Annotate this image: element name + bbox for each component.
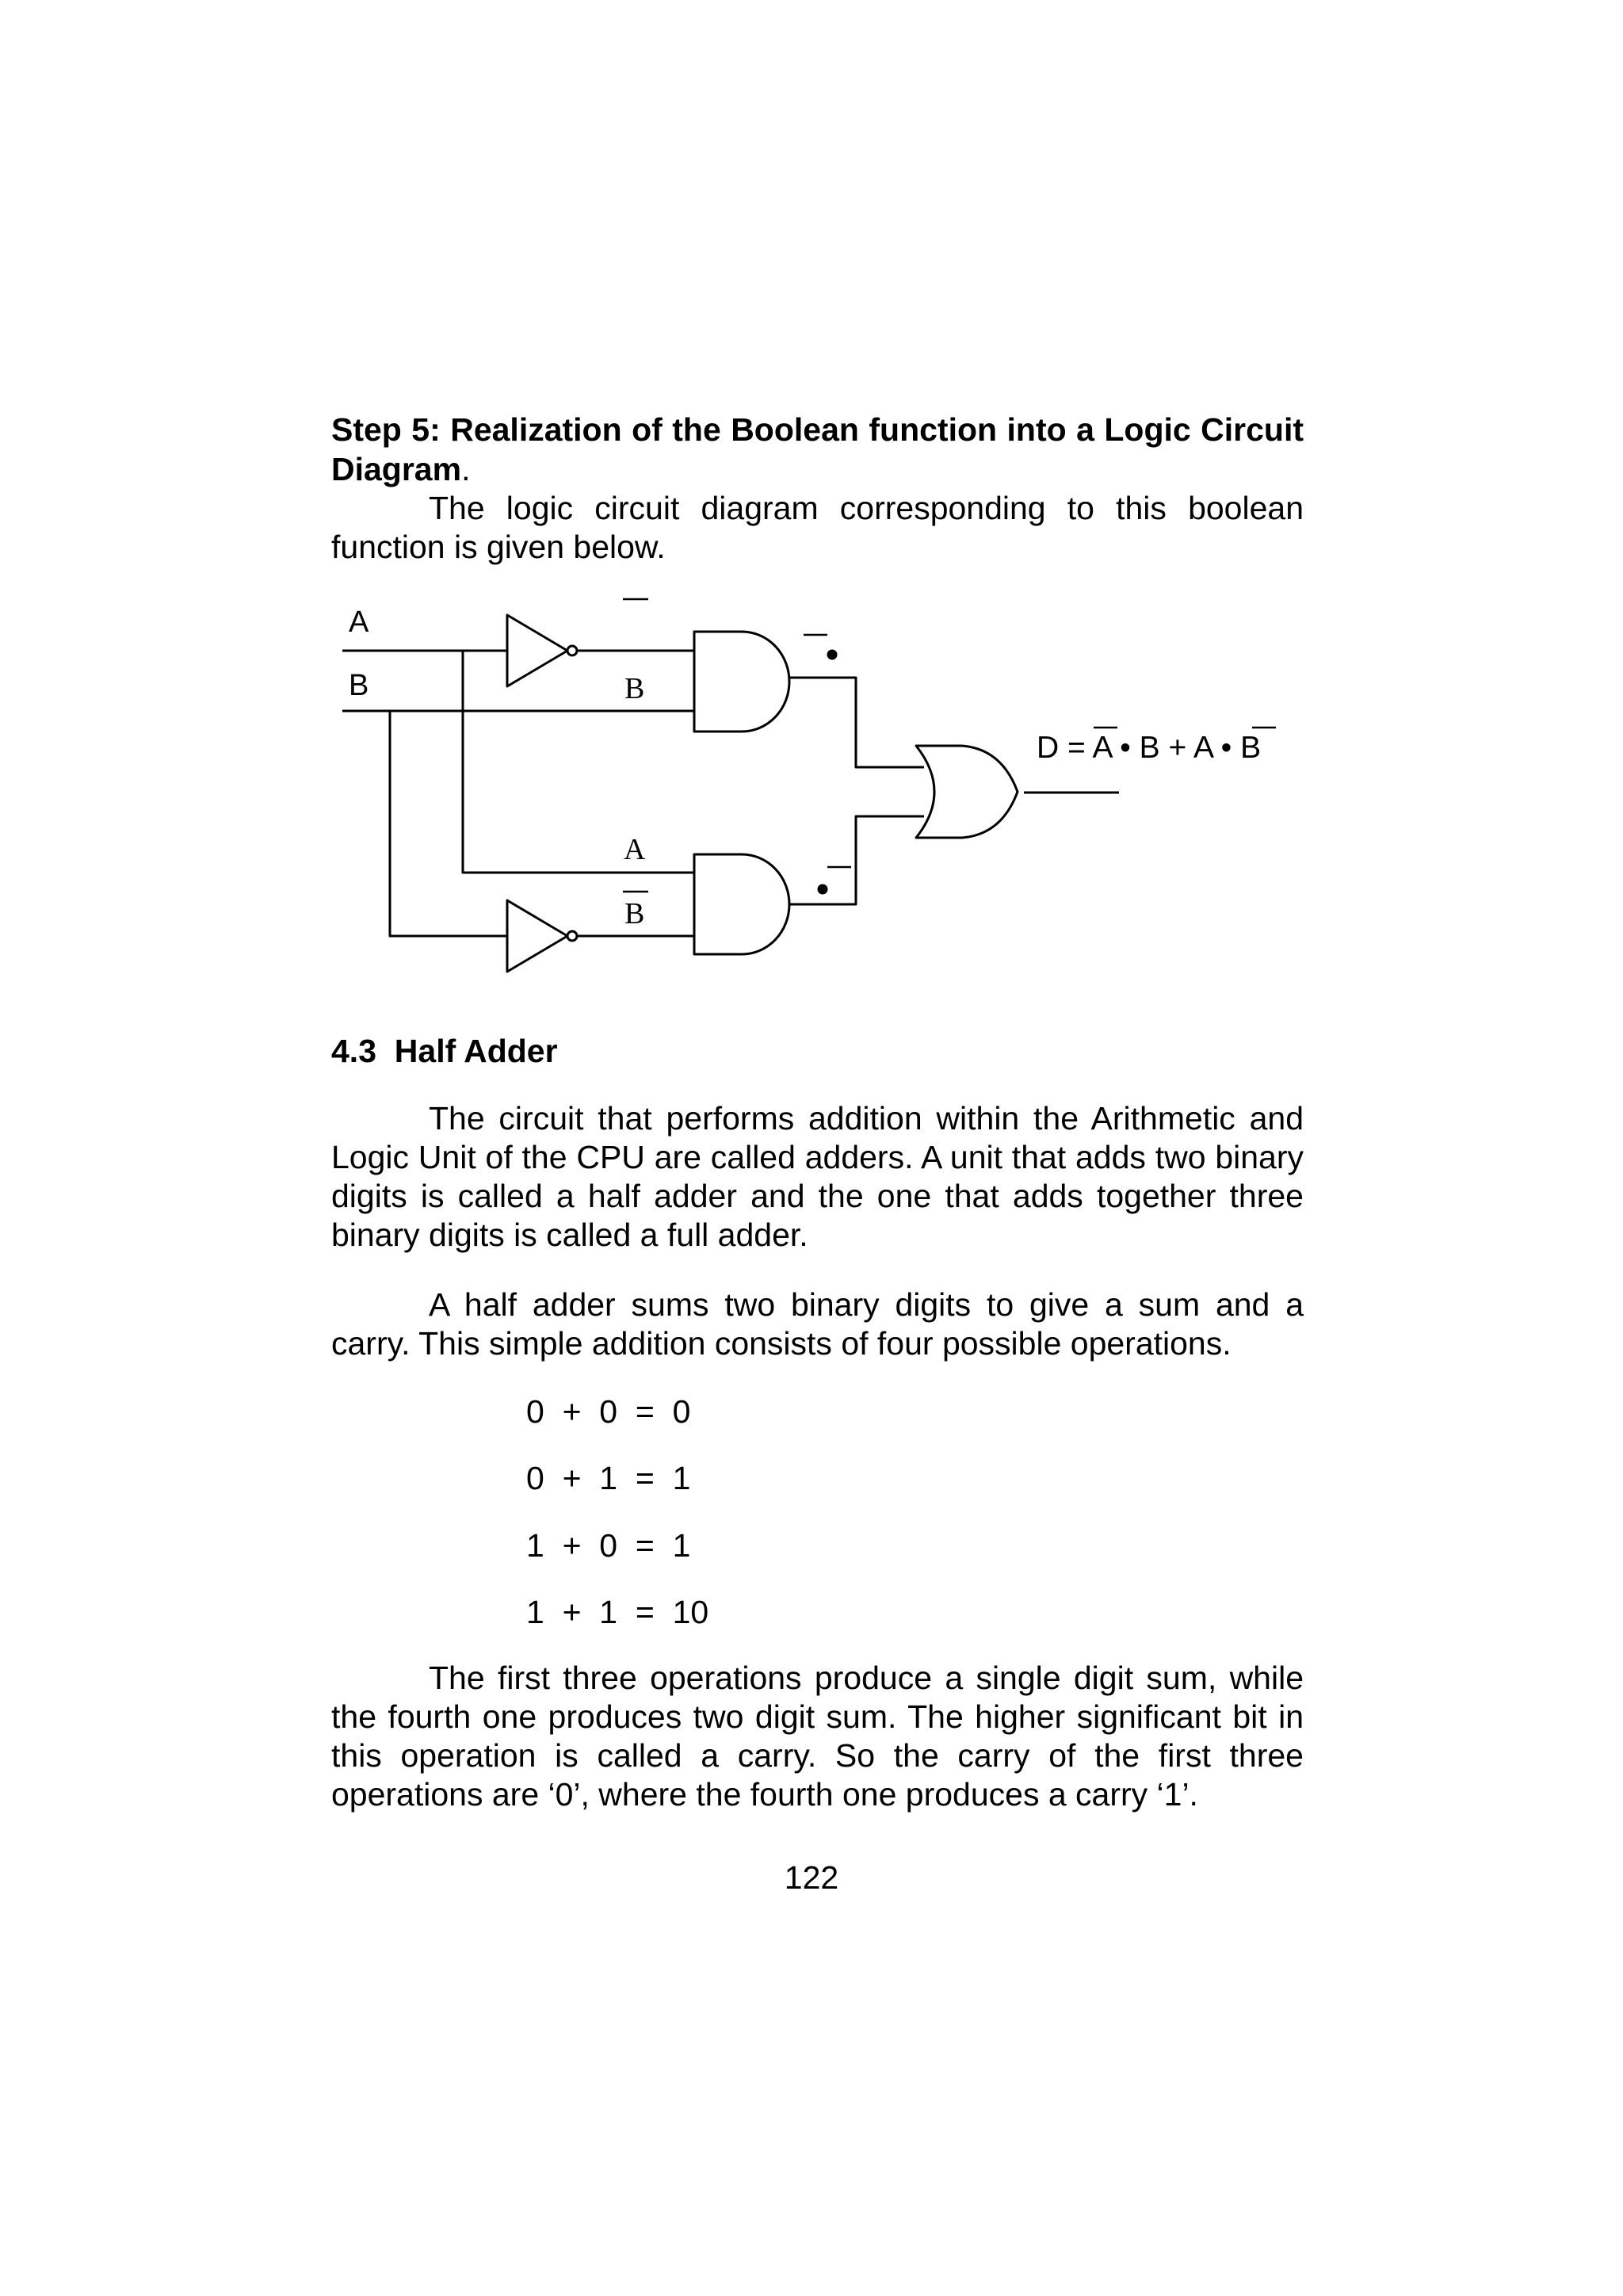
and2-output-dot [818,884,828,895]
paragraph-half-adder-text: A half adder sums two binary digits to give a sum and a carry. This simple addition consists of four possible operations. [331,1286,1304,1362]
and-gate-2 [694,854,789,954]
input-label-a: A [349,606,369,639]
wire-a-to-and2 [463,651,694,873]
intro-text: The logic circuit diagram corresponding to this boolean function is given below. [331,490,1304,565]
wire-b-to-not2 [390,711,507,936]
and1-bottom-input-label: B [624,672,645,705]
not-gate-1-bubble [567,646,577,655]
logic-circuit-diagram [0,0,1623,1014]
operation-row: 1 + 0 = 1 [526,1527,691,1564]
output-expression: D = A • B + A • B [1037,731,1262,765]
paragraph-carry-text: The first three operations produce a single digit sum, while the fourth one produces two digit sum. The higher significant bit in this operation is called a carry. So the carry of the first three operations are ‘0’, where the fourth one produces a carry ‘1’. [331,1660,1304,1813]
section-title: 4.3 Half Adder [331,1033,558,1069]
paragraph-half-adder [331,1286,1304,1363]
and1-output-dot [827,650,838,660]
step-heading-period: . [461,451,471,487]
input-label-b: B [349,669,369,702]
not-gate-1 [507,615,567,686]
operation-row: 1 + 1 = 10 [526,1594,709,1630]
paragraph-carry [331,1659,1304,1814]
page-number: 122 [784,1859,839,1896]
not-gate-2 [507,900,567,972]
wire-and1-to-or [789,678,924,767]
paragraph-adders [331,1099,1304,1255]
not-gate-2-bubble [567,931,577,941]
wire-and2-to-or [789,816,924,904]
paragraph-adders-text: The circuit that performs addition within the Arithmetic and Logic Unit of the CPU are called adders. A unit that adds two binary digits is called a half adder and the one that adds together three binary digits is called a full adder. [331,1100,1304,1253]
and2-bottom-input-label: B [624,897,645,930]
operation-row: 0 + 1 = 1 [526,1460,691,1496]
step-heading-bold: Step 5: Realization of the Boolean function into a Logic Circuit Diagram [331,411,1304,487]
and2-top-input-label: A [624,833,646,866]
or-gate [916,746,1018,838]
and-gate-1 [694,632,789,732]
operation-row: 0 + 0 = 0 [526,1393,691,1430]
